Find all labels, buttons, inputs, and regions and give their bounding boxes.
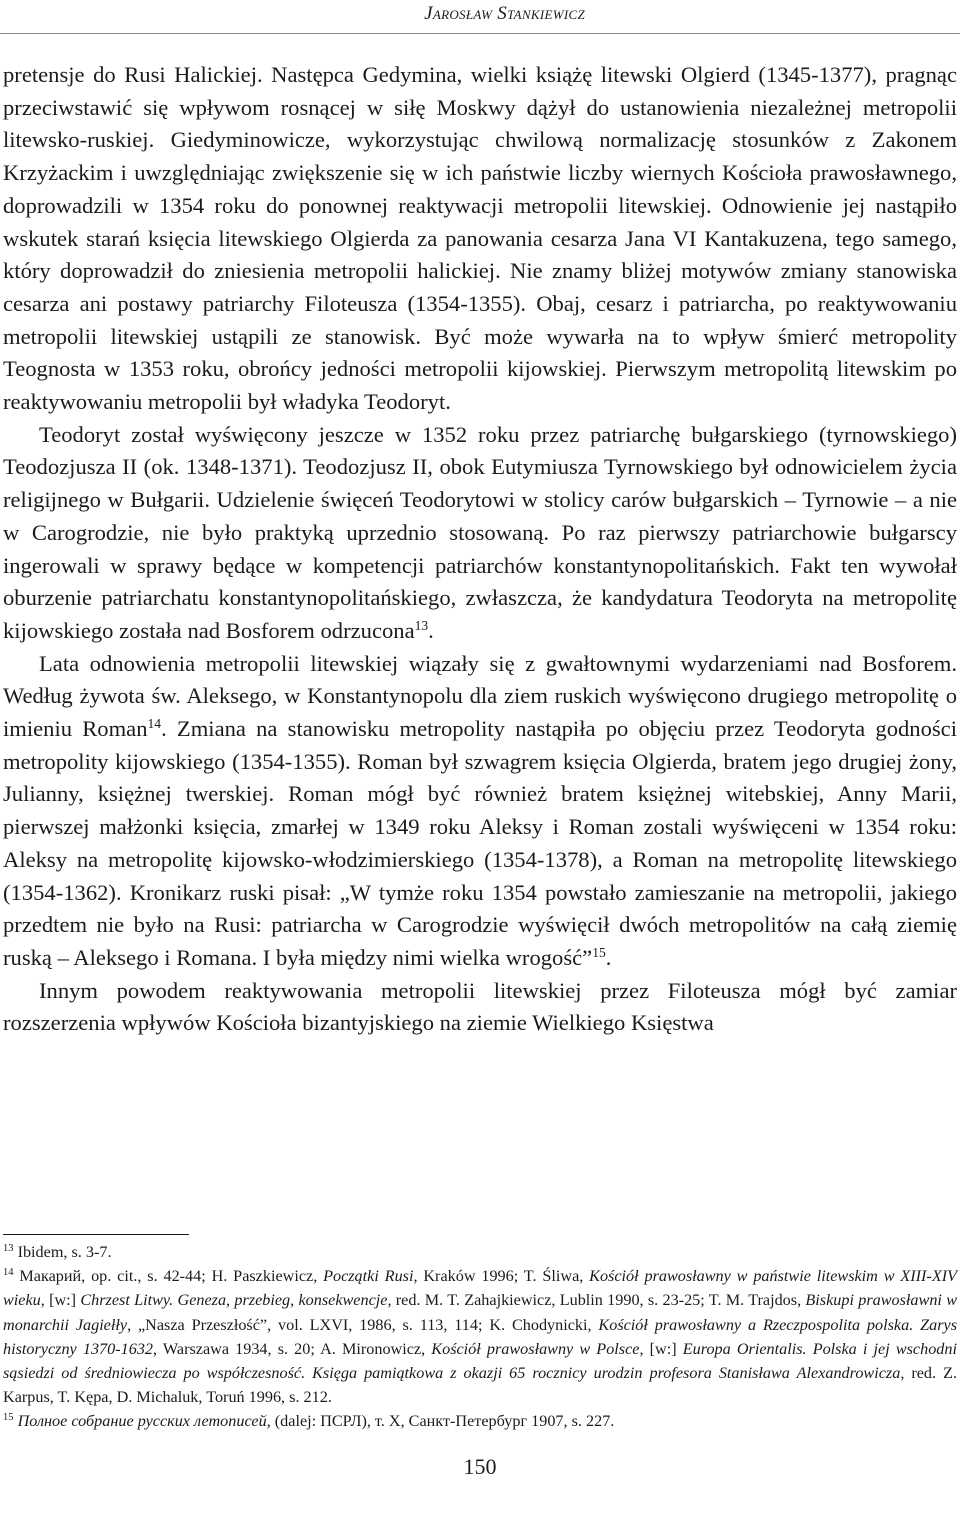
footnote-title: Kościół prawosławny a Rzeczpospolita polska. Zarys historyczny 1370-1632 bbox=[3, 1315, 957, 1358]
footnote-title: Chrzest Litwy. Geneza, przebieg, konsekwencje bbox=[80, 1291, 388, 1310]
header-divider bbox=[0, 33, 960, 34]
footnote-text: , Kraków 1996; T. Śliwa, bbox=[413, 1267, 590, 1286]
paragraph-3-part-3: . bbox=[605, 944, 612, 970]
footnote-text: , „Nasza Przeszłość”, vol. LXVI, 1986, s. 113, 114; K. Chodynicki, bbox=[127, 1315, 599, 1334]
footnote-ref-14[interactable]: 14 bbox=[147, 715, 162, 731]
main-text bbox=[3, 59, 957, 1040]
paragraph-1: pretensje do Rusi Halickiej. Następca Gedymina, wielki książę litewski Olgierd (1345-1377), pragnąc przeciwstawić się wpływom rosnącej w siłę Moskwy dążył do ustanowienia niezależnej metropolii litewsko-ruskiej. Giedyminowicze, wykorzystując chwilową normalizację stosunków z Zakonem Krzyżackim i uwzględniając zwiększenie się w ich państwie liczby wiernych Kościoła prawosławnego, doprowadzili w 1354 roku do ponownej reaktywacji metropolii litewskiej. Odnowienie jej nastąpiło wskutek starań księcia litewskiego Olgierda za panowania cesarza Jana VI Kantakuzena, tego samego, który doprowadził do zniesienia metropolii halickiej. Nie znamy bliżej motywów zmiany stanowiska cesarza ani postawy patriarchy Filoteusza (1354-1355). Obaj, cesarz i patriarcha, po reaktywowaniu metropolii litewskiej ustąpili ze stanowisk. Być może wywarła na to wpływ śmierć metropolity Teognosta w 1353 roku, obrońcy jedności metropolii kijowskiej. Pierwszym metropolitą litewskim po reaktywowaniu metropolii był władyka Teodoryt. bbox=[3, 62, 957, 415]
footnote-title: Kościół prawosławny w państwie litewskim w XIII-XIV wieku bbox=[3, 1267, 957, 1310]
footnote-text: , [w:] bbox=[639, 1339, 683, 1358]
paragraph-3 bbox=[3, 648, 957, 975]
footnote-13 bbox=[3, 1240, 957, 1264]
footnote-number: 15 bbox=[3, 1412, 14, 1424]
paragraph-2-tail: . bbox=[428, 617, 434, 643]
paragraph-3-part-1: Lata odnowienia metropolii litewskiej wiązały się z gwałtownymi wydarzeniami nad Bosforem. Według żywota św. Aleksego, w Konstantynopolu dla ziem ruskich wyświęcono drugiego metropolitę o imieniu Roman bbox=[3, 650, 957, 742]
footnote-ref-13[interactable]: 13 bbox=[414, 617, 429, 633]
footnote-title: Kościół prawosławny w Polsce bbox=[431, 1339, 640, 1358]
footnote-text: , (dalej: ПСРЛ), т. Х, Санкт-Петербург 1907, s. 227. bbox=[266, 1412, 615, 1431]
footnote-text: , [w:] bbox=[40, 1291, 81, 1310]
footnote-15 bbox=[3, 1409, 957, 1433]
footnote-title: Początki Rusi bbox=[323, 1267, 414, 1286]
running-head: Jarosław Stankiewicz bbox=[424, 3, 585, 24]
footnote-divider bbox=[3, 1234, 189, 1235]
footnote-text: , red. Z. Karpus, T. Kępa, D. Michaluk, Toruń 1996, s. 212. bbox=[3, 1364, 958, 1407]
paragraph-2-text: Teodoryt został wyświęcony jeszcze w 1352 roku przez patriarchę bułgarskiego (tyrnowskiego) Teodozjusza II (ok. 1348-1371). Teodozjusz II, obok Eutymiusza Tyrnowskiego był odnowicielem życia religijnego w Bułgarii. Udzielenie święceń Teodorytowi w stolicy carów bułgarskich – Tyrnowie – a nie w Carogrodzie, nie było praktyką uprzednio stosowaną. Po raz pierwszy patriarchowie bułgarscy ingerowali w sprawy będące w kompetencji patriarchów konstantynopolitańskich. Fakt ten wywołał oburzenie patriarchatu konstantynopolitańskiego, zwłaszcza, że kandydatura Teodoryta na metropolitę kijowskiego została nad Bosforem odrzucona bbox=[3, 421, 957, 643]
footnote-number: 14 bbox=[3, 1267, 14, 1279]
footnote-text: , Warszawa 1934, s. 20; A. Mironowicz, bbox=[153, 1339, 432, 1358]
page-number: 150 bbox=[463, 1454, 497, 1479]
paragraph-4: Innym powodem reaktywowania metropolii litewskiej przez Filoteusza mógł być zamiar rozszerzenia wpływów Kościoła bizantyjskiego na ziemie Wielkiego Księstwa bbox=[3, 977, 957, 1036]
footnote-title: Biskupi prawosławni w monarchii Jagiełły bbox=[3, 1291, 957, 1334]
footnote-text: Ibidem, s. 3-7. bbox=[17, 1243, 112, 1261]
footnote-ref-15[interactable]: 15 bbox=[592, 944, 606, 960]
paragraph-2 bbox=[3, 419, 957, 648]
footnote-title: Полное собрание русских летописей bbox=[17, 1412, 267, 1431]
footnote-title: Europa Orientalis. Polska i jej wschodni sąsiedzi od średniowiecza po współczesność. Księga pamiątkowa z okazji 65 rocznicy urodzin profesora Stanisława Alexandrowicza bbox=[3, 1339, 957, 1383]
footnote-text: , red. M. T. Zahajkiewicz, Lublin 1990, s. 23-25; T. M. Trajdos, bbox=[387, 1291, 806, 1310]
paragraph-3-part-2: . Zmiana na stanowisku metropolity nastąpiła po objęciu przez Teodoryta godności metropolity kijowskiego (1354-1355). Roman był szwagrem księcia Olgierda, bratem jego drugiej żony, Julianny, księżnej twerskiej. Roman mógł być również bratem księżnej witebskiej, Anny Marii, pierwszej małżonki księcia, zmarłej w 1349 roku Aleksy i Roman zostali wyświęceni w 1354 roku: Aleksy na metropolitę kijowsko-włodzimierskiego (1354-1378), a Roman na metropolitę litewskiego (1354-1362). Kronikarz ruski pisał: „W tymże roku 1354 powstało zamieszanie na metropolii, jakiego przedtem nie było na Rusi: patriarcha w Carogrodzie wyświęcił dwóch metropolitów na całą ziemię ruską – Aleksego i Romana. I była między nimi wielka wrogość” bbox=[3, 716, 957, 970]
footnote-14 bbox=[3, 1264, 957, 1409]
footnote-number: 13 bbox=[3, 1243, 14, 1255]
footnotes bbox=[3, 1240, 957, 1434]
footnote-text: Макарий, op. cit., s. 42-44; H. Paszkiewicz, bbox=[19, 1267, 324, 1286]
